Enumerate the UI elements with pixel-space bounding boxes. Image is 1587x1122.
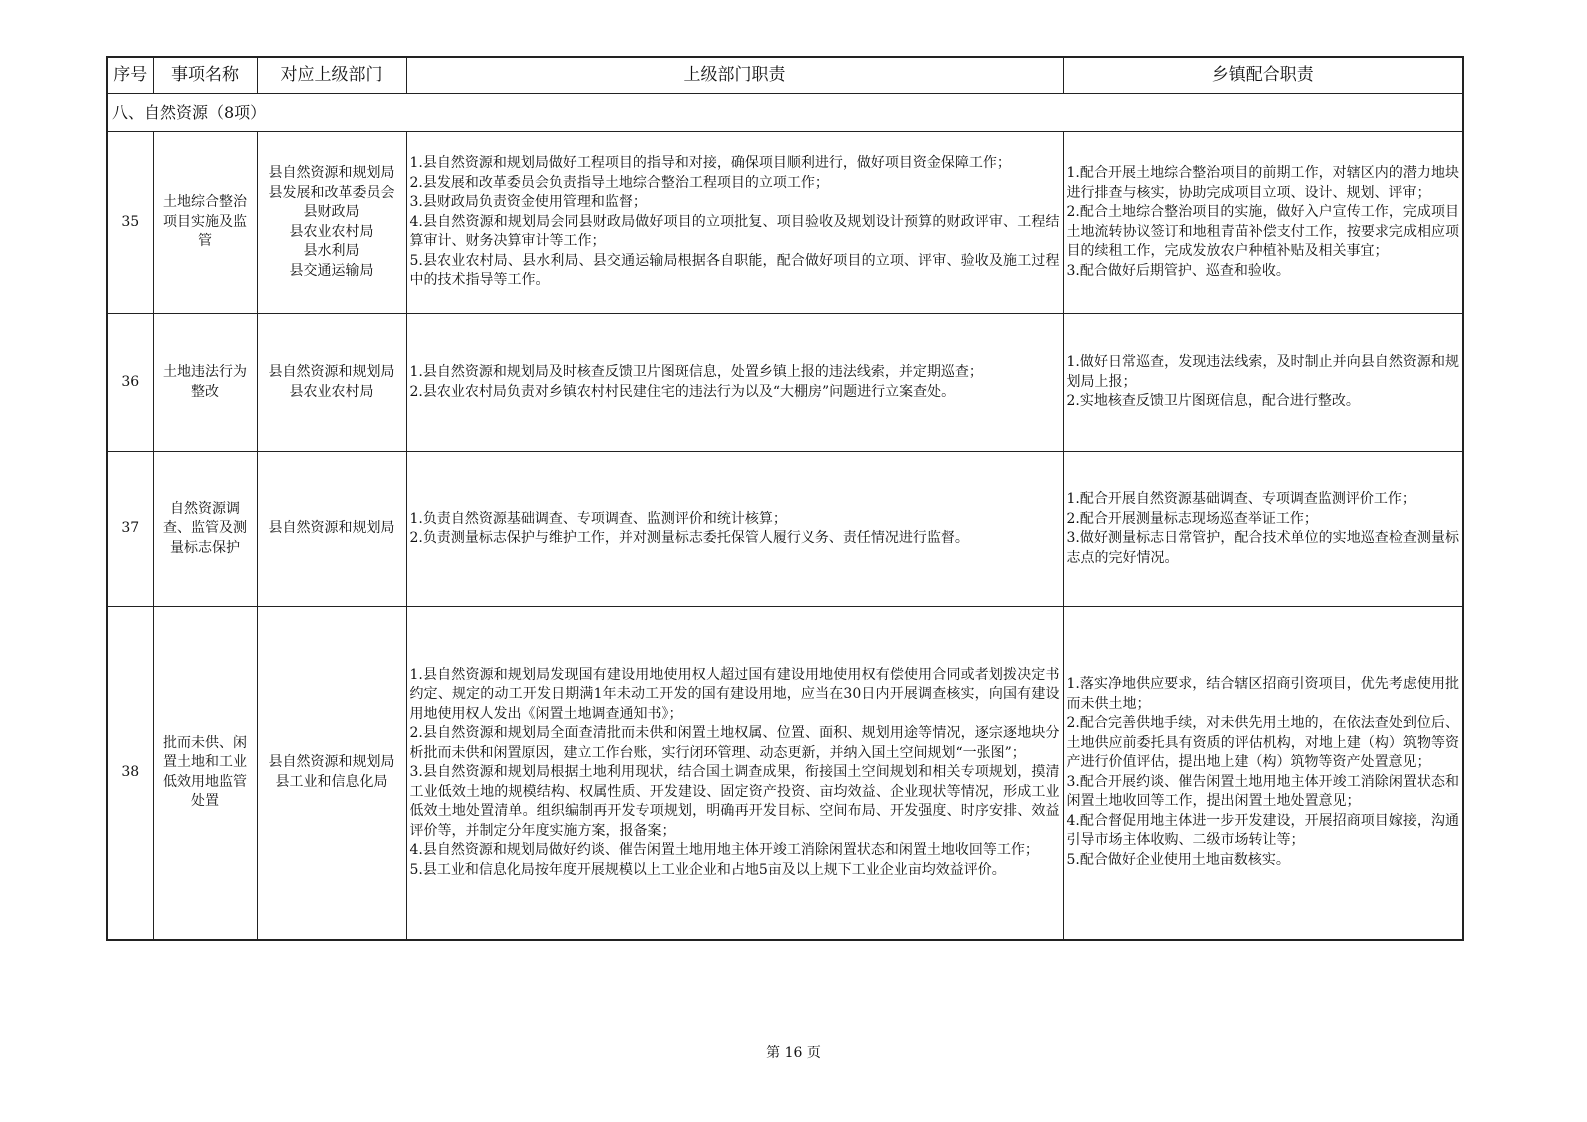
item-name: 土地综合整治项目实施及监管 [153,132,257,314]
duty-item: 5.配合做好企业使用土地亩数核实。 [1066,851,1290,868]
item-name: 自然资源调查、监管及测量标志保护 [153,452,257,607]
dept-name: 县自然资源和规划局 [268,520,395,537]
duty-item: 1.县自然资源和规划局发现国有建设用地使用权人超过国有建设用地使用权有偿使用合同或者划拨决定书约定、规定的动工开发日期满1年未动工开发的国有建设用地，应当在30日内开展调查核实，向国有建设用地使用权人发出《闲置土地调查通知书》； [409,666,1060,722]
duty-item: 3.县自然资源和规划局根据土地利用现状，结合国土调查成果，衔接国土空间规划和相关专项规划，摸清工业低效土地的规模结构、权属性质、开发建设、固定资产投资、亩均效益、企业现状等情况，形成工业低效土地处置清单。组织编制再开发专项规划，明确再开发目标、空间布局、开发强度、时序安排、效益评价等，并制定分年度实施方案，报备案； [409,764,1060,839]
town-duties [1063,607,1463,940]
dept-duties [406,132,1063,314]
table-row [107,314,1463,452]
town-duties [1063,132,1463,314]
duty-item: 1.负责自然资源基础调查、专项调查、监测评价和统计核算； [409,510,787,527]
dept-duties [406,452,1063,607]
town-duties [1063,314,1463,452]
dept-name: 县农业农村局 [289,383,374,400]
header-item-name: 事项名称 [153,57,257,94]
dept-name: 县自然资源和规划局 [268,754,395,771]
header-row [107,57,1463,94]
duty-item: 1.配合开展土地综合整治项目的前期工作，对辖区内的潜力地块进行排查与核实，协助完成项目立项、设计、规划、评审； [1066,165,1459,201]
table-row [107,452,1463,607]
dept-list [257,132,406,314]
duty-item: 2.负责测量标志保护与维护工作，并对测量标志委托保管人履行义务、责任情况进行监督。 [409,530,969,546]
header-town-duties: 乡镇配合职责 [1063,57,1463,94]
duty-item: 2.县自然资源和规划局全面查清批而未供和闲置土地权属、位置、面积、规划用途等情况，逐宗逐地块分析批而未供和闲置原因，建立工作台账，实行闭环管理、动态更新，并纳入国土空间规划“一张图”； [409,725,1060,761]
dept-duties [406,607,1063,940]
dept-name: 县工业和信息化局 [275,773,388,790]
dept-name: 县水利局 [303,243,360,259]
dept-name: 县发展和改革委员会 [268,184,395,201]
duty-item: 4.县自然资源和规划局做好约谈、催告闲置土地用地主体开竣工消除闲置状态和闲置土地收回等工作； [409,842,1039,858]
duty-item: 3.做好测量标志日常管护，配合技术单位的实地巡查检查测量标志点的完好情况。 [1066,530,1459,566]
row-number: 38 [107,607,153,940]
duty-item: 1.县自然资源和规划局及时核查反馈卫片图斑信息，处置乡镇上报的违法线索，并定期巡查； [409,364,983,380]
dept-list [257,452,406,607]
header-dept-duties: 上级部门职责 [406,57,1063,94]
duty-item: 3.配合做好后期管护、巡查和验收。 [1066,262,1290,279]
duty-item: 2.县农业农村局负责对乡镇农村村民建住宅的违法行为以及“大棚房”问题进行立案查处。 [409,383,956,400]
dept-list [257,314,406,452]
duty-item: 2.配合完善供地手续，对未供先用土地的，在依法查处到位后、土地供应前委托具有资质的评估机构，对地上建（构）筑物等资产进行价值评估，提出地上建（构）筑物等资产处置意见； [1066,715,1459,771]
dept-name: 县财政局 [303,204,360,220]
duty-item: 5.县工业和信息化局按年度开展规模以上工业企业和占地5亩及以上规下工业企业亩均效益评价。 [409,861,1006,878]
section-row [107,94,1463,132]
dept-duties [406,314,1063,452]
page-number: 第 16 页 [766,1045,821,1061]
dept-name: 县自然资源和规划局 [268,165,395,181]
duty-item: 2.配合土地综合整治项目的实施，做好入户宣传工作，完成项目土地流转协议签订和地租青苗补偿支付工作，按要求完成相应项目的续租工作，完成发放农户种植补贴及相关事宜； [1066,204,1459,259]
header-dept: 对应上级部门 [257,57,406,94]
row-number: 36 [107,314,153,452]
duty-item: 4.配合督促用地主体进一步开发建设，开展招商项目嫁接，沟通引导市场主体收购、二级市场转让等； [1066,812,1459,849]
duty-item: 3.县财政局负责资金使用管理和监督； [409,194,647,211]
duty-item: 1.做好日常巡查，发现违法线索，及时制止并向县自然资源和规划局上报； [1066,354,1459,390]
duty-item: 2.县发展和改革委员会负责指导土地综合整治工程项目的立项工作； [409,174,829,191]
table-row [107,607,1463,940]
header-no: 序号 [107,57,153,94]
duty-item: 2.实地核查反馈卫片图斑信息，配合进行整改。 [1066,393,1360,410]
item-name: 土地违法行为整改 [153,314,257,452]
row-number: 37 [107,452,153,607]
row-number: 35 [107,132,153,314]
duty-item: 1.配合开展自然资源基础调查、专项调查监测评价工作； [1066,491,1416,507]
duty-item: 2.配合开展测量标志现场巡查举证工作； [1066,510,1318,527]
dept-name: 县交通运输局 [289,262,374,279]
town-duties [1063,452,1463,607]
dept-name: 县自然资源和规划局 [268,364,395,380]
duty-item: 1.县自然资源和规划局做好工程项目的指导和对接，确保项目顺利进行，做好项目资金保障工作； [409,155,1011,172]
duty-item: 3.配合开展约谈、催告闲置土地用地主体开竣工消除闲置状态和闲置土地收回等工作，提出闲置土地处置意见； [1066,773,1459,810]
duty-item: 4.县自然资源和规划局会同县财政局做好项目的立项批复、项目验收及规划设计预算的财政评审、工程结算审计、财务决算审计等工作； [409,213,1060,250]
dept-name: 县农业农村局 [289,223,374,240]
item-name: 批而未供、闲置土地和工业低效用地监管处置 [153,607,257,940]
table-row [107,132,1463,314]
responsibility-table [106,56,1464,941]
duty-item: 5.县农业农村局、县水利局、县交通运输局根据各自职能，配合做好项目的立项、评审、验收及施工过程中的技术指导等工作。 [409,252,1060,289]
duty-item: 1.落实净地供应要求，结合辖区招商引资项目，优先考虑使用批而未供土地； [1066,676,1459,712]
dept-list [257,607,406,940]
section-title: 八、自然资源（8项） [107,94,1463,132]
